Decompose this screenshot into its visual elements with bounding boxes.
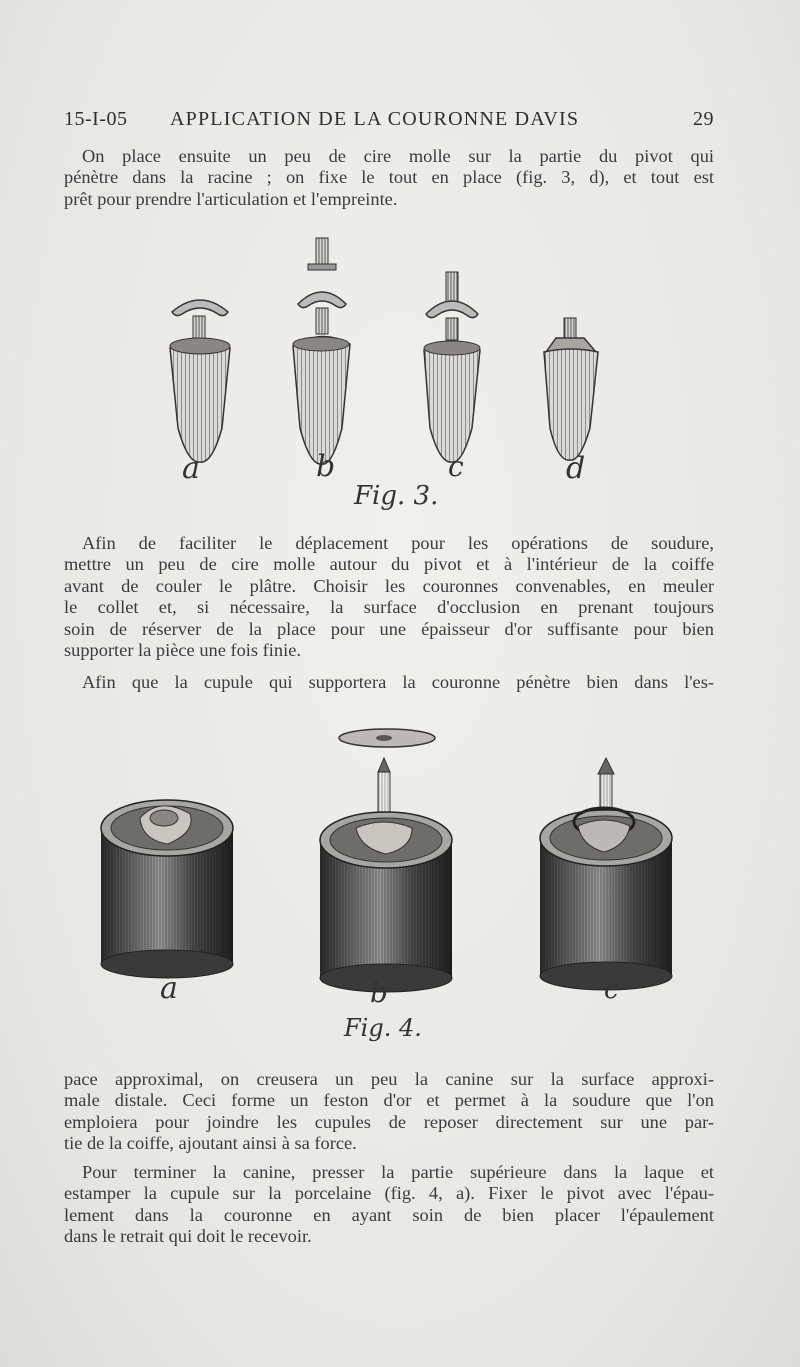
paragraph-3 (64, 672, 714, 693)
text-line: Pour terminer la canine, presser la partie supérieure dans la laque et (82, 1162, 714, 1182)
root-d (544, 318, 598, 460)
fig3-label-d: d (566, 451, 586, 486)
figure-3 (0, 228, 800, 518)
text-line: tie de la coiffe, ajoutant ainsi à sa force. (64, 1133, 357, 1154)
header-date: 15-I-05 (64, 108, 128, 130)
paragraph-2 (64, 533, 714, 661)
cylinder-c (540, 758, 672, 990)
text-line: dans le retrait qui doit le recevoir. (64, 1226, 312, 1247)
fig4-label-a: a (160, 971, 178, 1006)
text-line: lement dans la couronne en ayant soin de bien placer l'épaulement (64, 1204, 714, 1225)
fig4-label-b: b (370, 976, 388, 1009)
paragraph-1 (64, 146, 714, 210)
fig3-caption: Fig. 3. (354, 481, 439, 511)
text-line: prêt pour prendre l'articulation et l'empreinte. (64, 188, 398, 209)
fig3-label-a: a (182, 451, 200, 486)
text-line: pace approximal, on creusera un peu la canine sur la surface approxi- (64, 1069, 714, 1089)
root-b (293, 238, 350, 464)
fig3-label-c: c (448, 450, 464, 483)
header-title: APPLICATION DE LA COURONNE DAVIS (170, 108, 580, 130)
text-line: emploiera pour joindre les cupules de reposer directement sur une par- (64, 1111, 714, 1132)
fig4-caption: Fig. 4. (344, 1014, 422, 1042)
fig3-label-b: b (316, 449, 336, 484)
cylinder-a (101, 800, 233, 978)
text-line: Afin de faciliter le déplacement pour les opérations de soudure, (82, 533, 714, 553)
fig4-label-c: c (604, 975, 619, 1005)
paragraph-5 (64, 1162, 714, 1248)
text-line: avant de couler le plâtre. Choisir les couronnes convenables, en meuler (64, 575, 714, 596)
root-c (424, 272, 480, 462)
root-a (170, 300, 230, 462)
running-header (64, 108, 714, 138)
text-line: le collet et, si nécessaire, la surface d'occlusion en prenant toujours (64, 597, 714, 618)
page-number: 29 (693, 108, 714, 130)
text-line: pénètre dans la racine ; on fixe le tout en place (fig. 3, d), et tout est (64, 167, 714, 188)
text-line: estamper la cupule sur la porcelaine (fig. 4, a). Fixer le pivot avec l'épau- (64, 1183, 714, 1204)
text-line: male distale. Ceci forme un feston d'or et permet à la soudure que l'on (64, 1090, 714, 1111)
cylinder-b (320, 729, 452, 992)
figure-4 (0, 722, 800, 1052)
text-line: soin de réserver de la place pour une épaisseur d'or suffisante pour bien (64, 618, 714, 639)
text-line: mettre un peu de cire molle autour du pivot et à l'intérieur de la coiffe (64, 554, 714, 575)
text-line: supporter la pièce une fois finie. (64, 640, 301, 661)
text-line: On place ensuite un peu de cire molle sur la partie du pivot qui (82, 146, 714, 166)
paragraph-4 (64, 1069, 714, 1155)
text-line: Afin que la cupule qui supportera la couronne pénètre bien dans l'es- (82, 672, 714, 692)
